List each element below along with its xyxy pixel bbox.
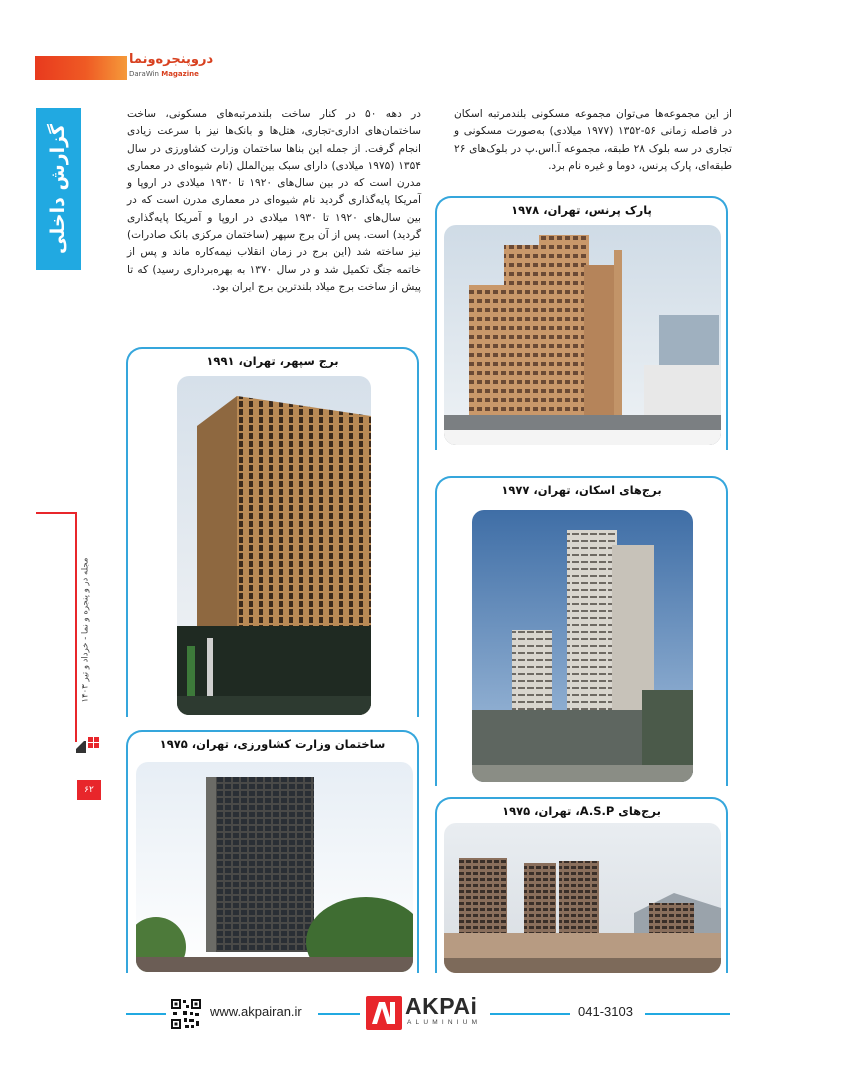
phone-number[interactable]: 041-3103: [578, 1004, 633, 1019]
qr-code-icon[interactable]: [170, 998, 202, 1030]
photo-caption-eskan: برج‌های اسکان، تهران، ۱۹۷۷: [501, 483, 662, 497]
akpai-logo-icon: [366, 996, 402, 1030]
photo-frame-sepehr: [126, 347, 419, 717]
website-link[interactable]: www.akpairan.ir: [210, 1004, 302, 1019]
section-tab: [36, 108, 81, 270]
magazine-mark-icon: [74, 735, 102, 757]
footer-line-mid-right: [490, 1013, 570, 1015]
photo-frame-eskan: [435, 476, 728, 786]
footer-line-left: [126, 1013, 166, 1015]
photo-caption-agriculture: ساختمان وزارت کشاورزی، تهران، ۱۹۷۵: [159, 737, 386, 751]
brand-name: AKPAi: [405, 993, 478, 1019]
photo-agriculture[interactable]: [136, 762, 413, 972]
photo-eskan[interactable]: [472, 510, 693, 782]
section-title: گزارش داخلی: [47, 123, 70, 255]
photo-asp[interactable]: [444, 823, 721, 973]
photo-frame-asp: [435, 797, 728, 973]
brand-subtitle: ALUMINIUM: [407, 1019, 482, 1026]
photo-caption-park-prince: پارک پرنس، تهران، ۱۹۷۸: [511, 203, 652, 217]
magazine-logo[interactable]: [129, 52, 229, 82]
article-left-column: در دهه ۵۰ در کنار ساخت بلندمرتبه‌های مسکونی، ساخت ساختمان‌های اداری-تجاری، هتل‌ها و بانک‌ها نیز با سرعت زیادی انجام گرفت. از جمله این بناها ساختمان وزارت کشاورزی در سال ۱۳۵۴ (۱۹۷۵ میلادی) دارای سبک بین‌الملل (نام شیوه‌ای در معماری مدرن است که در بین سال‌های ۱۹۲۰ تا ۱۹۳۰ میلادی در اروپا و آمریکا پایه‌گذاری گردید نام شیوه‌ای در معماری مدرن است که در بین سال‌های ۱۹۲۰ تا ۱۹۳۰ میلادی در اروپا و آمریکا پایه‌گذاری گردید) است. پس از آن برج سپهر (ساختمان مرکزی بانک صادرات) نیز ساخته شد (این برج در زمان انقلاب نیمه‌کاره ماند و پس از خاتمه جنگ تکمیل شد و در سال ۱۳۷۰ به بهره‌برداری رسید) که تا پیش از ساخت برج میلاد بلندترین برج ایران بود.: [127, 108, 421, 293]
logo-subtitle: [129, 70, 199, 78]
logo-magazine: Magazine: [161, 70, 199, 78]
side-divider: [36, 512, 76, 514]
photo-frame-park-prince: [435, 196, 728, 450]
page-number: ۶۲: [77, 780, 101, 800]
logo-en: DaraWin: [129, 70, 159, 78]
photo-frame-agriculture: [126, 730, 419, 973]
header-color-bar: [35, 56, 127, 80]
footer-line-mid-left: [318, 1013, 360, 1015]
photo-caption-sepehr: برج سپهر، تهران، ۱۹۹۱: [206, 354, 339, 368]
photo-park-prince[interactable]: [444, 225, 721, 445]
magazine-issue-caption: [62, 530, 108, 730]
logo-title: دروپنجره‌ونما: [129, 52, 214, 67]
photo-caption-asp: برج‌های A.S.P، تهران، ۱۹۷۵: [502, 804, 661, 818]
footer-line-right: [645, 1013, 730, 1015]
article-right-column: از این مجموعه‌ها می‌توان مجموعه مسکونی بلندمرتبه اسکان در فاصله زمانی ۵۶-۱۳۵۲ (۱۹۷۷ میلادی) به‌صورت مسکونی و تجاری در سه بلوک ۲۸ طبقه، مجموعه آ.اس.پ در بلوک‌های ۲۶ طبقه‌ای، پارک پرنس، دوما و غیره نام برد.: [454, 108, 732, 172]
issue-caption-text: مجله در و پنجره و نما - خرداد و تیر ۱۴۰۳: [80, 557, 90, 703]
photo-sepehr[interactable]: [177, 376, 371, 715]
